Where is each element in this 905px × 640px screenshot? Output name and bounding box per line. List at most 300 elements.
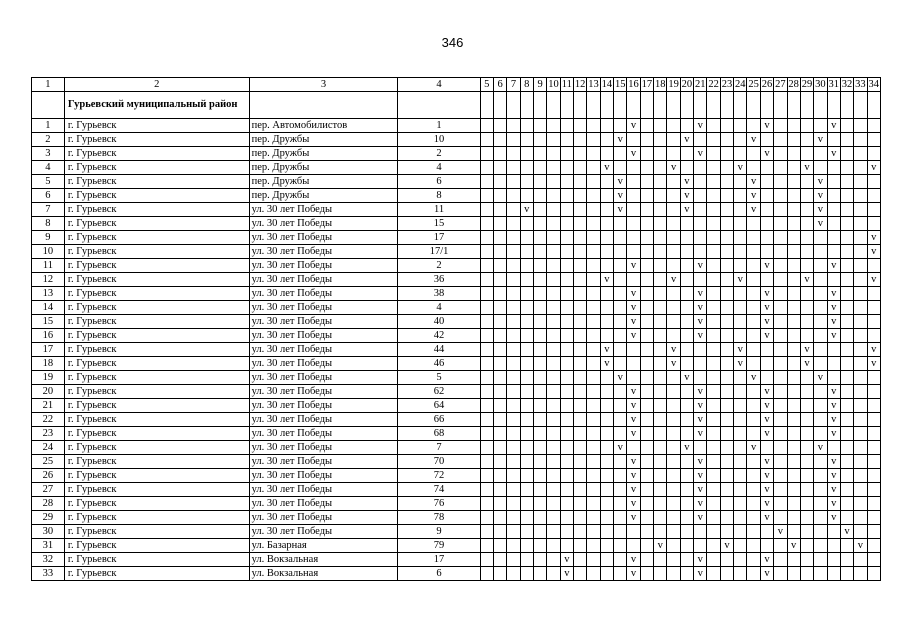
mark-cell bbox=[600, 315, 613, 329]
mark-cell bbox=[814, 357, 827, 371]
check-mark: v bbox=[827, 259, 840, 273]
mark-cell bbox=[667, 259, 680, 273]
mark-cell bbox=[574, 315, 587, 329]
mark-cell bbox=[520, 217, 533, 231]
table-row bbox=[32, 147, 881, 161]
row-number: 10 bbox=[32, 245, 65, 259]
mark-cell bbox=[587, 273, 600, 287]
mark-cell bbox=[854, 175, 867, 189]
table-row bbox=[32, 455, 881, 469]
mark-cell bbox=[787, 189, 800, 203]
mark-cell bbox=[507, 413, 520, 427]
mark-cell bbox=[574, 385, 587, 399]
mark-cell bbox=[654, 147, 667, 161]
mark-cell bbox=[680, 259, 693, 273]
mark-cell bbox=[827, 175, 840, 189]
mark-cell bbox=[840, 469, 853, 483]
mark-cell bbox=[574, 175, 587, 189]
mark-cell bbox=[480, 413, 493, 427]
mark-cell bbox=[600, 413, 613, 427]
mark-cell bbox=[854, 455, 867, 469]
check-mark: v bbox=[760, 287, 773, 301]
house-cell: 11 bbox=[398, 203, 480, 217]
mark-cell bbox=[614, 385, 627, 399]
column-header: 30 bbox=[815, 78, 826, 90]
city-cell: г. Гурьевск bbox=[64, 567, 249, 581]
mark-cell bbox=[507, 525, 520, 539]
mark-cell bbox=[814, 525, 827, 539]
mark-cell bbox=[867, 259, 880, 273]
mark-cell bbox=[707, 567, 720, 581]
mark-cell bbox=[680, 539, 693, 553]
mark-cell bbox=[560, 525, 573, 539]
mark-cell bbox=[560, 189, 573, 203]
mark-cell bbox=[787, 175, 800, 189]
mark-cell bbox=[814, 469, 827, 483]
mark-cell bbox=[507, 371, 520, 385]
house-cell: 38 bbox=[398, 287, 480, 301]
mark-cell bbox=[547, 567, 560, 581]
check-mark: v bbox=[694, 483, 707, 497]
mark-cell bbox=[667, 483, 680, 497]
mark-cell bbox=[560, 133, 573, 147]
mark-cell bbox=[654, 525, 667, 539]
mark-cell bbox=[707, 203, 720, 217]
mark-cell bbox=[654, 273, 667, 287]
column-header: 7 bbox=[507, 78, 520, 92]
mark-cell bbox=[533, 455, 546, 469]
mark-cell bbox=[734, 469, 747, 483]
mark-cell bbox=[667, 497, 680, 511]
mark-cell bbox=[640, 357, 653, 371]
mark-cell bbox=[493, 273, 506, 287]
mark-cell bbox=[640, 231, 653, 245]
mark-cell bbox=[627, 245, 640, 259]
mark-cell bbox=[560, 385, 573, 399]
row-number: 28 bbox=[32, 497, 65, 511]
mark-cell bbox=[787, 217, 800, 231]
mark-cell bbox=[640, 315, 653, 329]
mark-cell bbox=[520, 539, 533, 553]
check-mark: v bbox=[627, 455, 640, 469]
mark-cell bbox=[667, 133, 680, 147]
row-number: 16 bbox=[32, 329, 65, 343]
mark-cell bbox=[493, 357, 506, 371]
mark-cell bbox=[707, 259, 720, 273]
row-number: 18 bbox=[32, 357, 65, 371]
mark-cell bbox=[614, 399, 627, 413]
mark-cell bbox=[747, 301, 760, 315]
check-mark: v bbox=[867, 273, 880, 287]
mark-cell bbox=[800, 217, 813, 231]
mark-cell bbox=[480, 483, 493, 497]
table-row bbox=[32, 483, 881, 497]
city-cell: г. Гурьевск bbox=[64, 539, 249, 553]
mark-cell bbox=[627, 189, 640, 203]
mark-cell bbox=[574, 329, 587, 343]
mark-cell bbox=[734, 455, 747, 469]
mark-cell bbox=[707, 399, 720, 413]
mark-cell bbox=[547, 399, 560, 413]
mark-cell bbox=[547, 273, 560, 287]
mark-cell bbox=[533, 413, 546, 427]
mark-cell bbox=[507, 427, 520, 441]
check-mark: v bbox=[760, 259, 773, 273]
mark-cell bbox=[760, 441, 773, 455]
mark-cell bbox=[533, 217, 546, 231]
mark-cell bbox=[574, 413, 587, 427]
mark-cell bbox=[787, 427, 800, 441]
check-mark: v bbox=[627, 119, 640, 133]
mark-cell bbox=[800, 497, 813, 511]
mark-cell bbox=[707, 511, 720, 525]
check-mark: v bbox=[694, 567, 707, 581]
mark-cell bbox=[587, 455, 600, 469]
mark-cell bbox=[614, 343, 627, 357]
check-mark: v bbox=[827, 427, 840, 441]
mark-cell bbox=[720, 357, 733, 371]
mark-cell bbox=[654, 245, 667, 259]
mark-cell bbox=[680, 399, 693, 413]
mark-cell bbox=[720, 399, 733, 413]
city-cell: г. Гурьевск bbox=[64, 343, 249, 357]
mark-cell bbox=[640, 273, 653, 287]
empty-cell bbox=[600, 92, 613, 119]
mark-cell bbox=[680, 525, 693, 539]
mark-cell bbox=[747, 273, 760, 287]
column-header: 22 bbox=[708, 78, 719, 90]
row-number: 25 bbox=[32, 455, 65, 469]
mark-cell bbox=[787, 287, 800, 301]
mark-cell bbox=[774, 329, 787, 343]
mark-cell bbox=[854, 357, 867, 371]
mark-cell bbox=[774, 357, 787, 371]
column-header: 4 bbox=[398, 78, 480, 92]
mark-cell bbox=[640, 567, 653, 581]
mark-cell bbox=[707, 329, 720, 343]
mark-cell bbox=[867, 329, 880, 343]
city-cell: г. Гурьевск bbox=[64, 455, 249, 469]
mark-cell bbox=[787, 245, 800, 259]
check-mark: v bbox=[827, 315, 840, 329]
mark-cell bbox=[747, 147, 760, 161]
mark-cell bbox=[547, 357, 560, 371]
mark-cell bbox=[800, 539, 813, 553]
mark-cell bbox=[800, 385, 813, 399]
check-mark: v bbox=[814, 133, 827, 147]
mark-cell bbox=[627, 231, 640, 245]
mark-cell bbox=[800, 525, 813, 539]
row-number: 8 bbox=[32, 217, 65, 231]
mark-cell bbox=[640, 287, 653, 301]
mark-cell bbox=[587, 189, 600, 203]
mark-cell bbox=[533, 175, 546, 189]
mark-cell bbox=[787, 399, 800, 413]
empty-cell bbox=[774, 92, 787, 119]
mark-cell bbox=[480, 525, 493, 539]
mark-cell bbox=[547, 371, 560, 385]
mark-cell bbox=[854, 441, 867, 455]
mark-cell bbox=[560, 343, 573, 357]
mark-cell bbox=[760, 203, 773, 217]
mark-cell bbox=[800, 427, 813, 441]
mark-cell bbox=[587, 329, 600, 343]
mark-cell bbox=[734, 399, 747, 413]
mark-cell bbox=[493, 483, 506, 497]
mark-cell bbox=[854, 399, 867, 413]
mark-cell bbox=[707, 469, 720, 483]
mark-cell bbox=[840, 301, 853, 315]
mark-cell bbox=[720, 469, 733, 483]
mark-cell bbox=[480, 539, 493, 553]
check-mark: v bbox=[694, 301, 707, 315]
city-cell: г. Гурьевск bbox=[64, 553, 249, 567]
mark-cell bbox=[680, 231, 693, 245]
row-number: 17 bbox=[32, 343, 65, 357]
check-mark: v bbox=[627, 427, 640, 441]
check-mark: v bbox=[694, 455, 707, 469]
mark-cell bbox=[787, 301, 800, 315]
mark-cell bbox=[480, 553, 493, 567]
mark-cell bbox=[867, 455, 880, 469]
mark-cell bbox=[854, 315, 867, 329]
row-number: 20 bbox=[32, 385, 65, 399]
mark-cell bbox=[654, 567, 667, 581]
mark-cell bbox=[480, 161, 493, 175]
mark-cell bbox=[654, 455, 667, 469]
street-cell: ул. 30 лет Победы bbox=[249, 413, 398, 427]
mark-cell bbox=[640, 525, 653, 539]
mark-cell bbox=[533, 357, 546, 371]
mark-cell bbox=[640, 245, 653, 259]
mark-cell bbox=[627, 441, 640, 455]
column-header: 33 bbox=[855, 78, 866, 90]
mark-cell bbox=[867, 525, 880, 539]
mark-cell bbox=[493, 189, 506, 203]
mark-cell bbox=[507, 567, 520, 581]
mark-cell bbox=[574, 133, 587, 147]
mark-cell bbox=[560, 455, 573, 469]
row-number: 33 bbox=[32, 567, 65, 581]
mark-cell bbox=[654, 441, 667, 455]
mark-cell bbox=[627, 371, 640, 385]
mark-cell bbox=[493, 399, 506, 413]
mark-cell bbox=[574, 441, 587, 455]
mark-cell bbox=[520, 469, 533, 483]
mark-cell bbox=[760, 371, 773, 385]
table-row bbox=[32, 357, 881, 371]
mark-cell bbox=[667, 441, 680, 455]
check-mark: v bbox=[667, 273, 680, 287]
mark-cell bbox=[800, 511, 813, 525]
mark-cell bbox=[774, 553, 787, 567]
mark-cell bbox=[840, 567, 853, 581]
street-cell: ул. 30 лет Победы bbox=[249, 427, 398, 441]
house-cell: 66 bbox=[398, 413, 480, 427]
mark-cell bbox=[840, 287, 853, 301]
mark-cell bbox=[600, 371, 613, 385]
mark-cell bbox=[694, 525, 707, 539]
mark-cell bbox=[734, 539, 747, 553]
mark-cell bbox=[600, 231, 613, 245]
mark-cell bbox=[587, 399, 600, 413]
mark-cell bbox=[680, 497, 693, 511]
mark-cell bbox=[667, 399, 680, 413]
mark-cell bbox=[493, 329, 506, 343]
mark-cell bbox=[600, 553, 613, 567]
mark-cell bbox=[533, 259, 546, 273]
table-row bbox=[32, 273, 881, 287]
mark-cell bbox=[587, 343, 600, 357]
empty-cell bbox=[680, 92, 693, 119]
mark-cell bbox=[707, 553, 720, 567]
empty-cell bbox=[747, 92, 760, 119]
mark-cell bbox=[667, 287, 680, 301]
mark-cell bbox=[840, 161, 853, 175]
check-mark: v bbox=[827, 301, 840, 315]
check-mark: v bbox=[520, 203, 533, 217]
mark-cell bbox=[654, 119, 667, 133]
check-mark: v bbox=[720, 539, 733, 553]
header-row bbox=[32, 78, 881, 92]
mark-cell bbox=[520, 329, 533, 343]
mark-cell bbox=[507, 483, 520, 497]
check-mark: v bbox=[787, 539, 800, 553]
row-number: 7 bbox=[32, 203, 65, 217]
mark-cell bbox=[867, 567, 880, 581]
mark-cell bbox=[814, 399, 827, 413]
house-cell: 4 bbox=[398, 161, 480, 175]
mark-cell bbox=[574, 427, 587, 441]
mark-cell bbox=[854, 119, 867, 133]
mark-cell bbox=[600, 525, 613, 539]
mark-cell bbox=[694, 539, 707, 553]
mark-cell bbox=[493, 133, 506, 147]
check-mark: v bbox=[734, 273, 747, 287]
mark-cell bbox=[827, 371, 840, 385]
check-mark: v bbox=[694, 511, 707, 525]
mark-cell bbox=[480, 133, 493, 147]
street-cell: пер. Дружбы bbox=[249, 175, 398, 189]
row-number: 15 bbox=[32, 315, 65, 329]
mark-cell bbox=[720, 385, 733, 399]
mark-cell bbox=[774, 273, 787, 287]
check-mark: v bbox=[627, 385, 640, 399]
mark-cell bbox=[747, 427, 760, 441]
check-mark: v bbox=[627, 329, 640, 343]
check-mark: v bbox=[627, 483, 640, 497]
mark-cell bbox=[840, 315, 853, 329]
house-cell: 36 bbox=[398, 273, 480, 287]
mark-cell bbox=[840, 245, 853, 259]
mark-cell bbox=[734, 189, 747, 203]
mark-cell bbox=[560, 245, 573, 259]
street-cell: ул. 30 лет Победы bbox=[249, 525, 398, 539]
mark-cell bbox=[493, 161, 506, 175]
check-mark: v bbox=[560, 567, 573, 581]
mark-cell bbox=[827, 231, 840, 245]
mark-cell bbox=[507, 175, 520, 189]
mark-cell bbox=[587, 539, 600, 553]
mark-cell bbox=[680, 567, 693, 581]
mark-cell bbox=[640, 371, 653, 385]
city-cell: г. Гурьевск bbox=[64, 301, 249, 315]
mark-cell bbox=[493, 385, 506, 399]
house-cell: 4 bbox=[398, 301, 480, 315]
mark-cell bbox=[547, 427, 560, 441]
table-row bbox=[32, 231, 881, 245]
mark-cell bbox=[574, 469, 587, 483]
mark-cell bbox=[507, 287, 520, 301]
check-mark: v bbox=[760, 469, 773, 483]
mark-cell bbox=[854, 385, 867, 399]
mark-cell bbox=[640, 329, 653, 343]
schedule-table bbox=[31, 77, 881, 581]
mark-cell bbox=[814, 483, 827, 497]
mark-cell bbox=[787, 441, 800, 455]
table-row bbox=[32, 287, 881, 301]
mark-cell bbox=[774, 427, 787, 441]
empty-cell bbox=[32, 92, 65, 119]
mark-cell bbox=[574, 147, 587, 161]
mark-cell bbox=[574, 119, 587, 133]
mark-cell bbox=[867, 147, 880, 161]
city-cell: г. Гурьевск bbox=[64, 371, 249, 385]
street-cell: ул. 30 лет Победы bbox=[249, 399, 398, 413]
mark-cell bbox=[800, 133, 813, 147]
house-cell: 5 bbox=[398, 371, 480, 385]
mark-cell bbox=[734, 147, 747, 161]
mark-cell bbox=[667, 315, 680, 329]
check-mark: v bbox=[760, 553, 773, 567]
city-cell: г. Гурьевск bbox=[64, 161, 249, 175]
mark-cell bbox=[507, 147, 520, 161]
mark-cell bbox=[560, 399, 573, 413]
mark-cell bbox=[493, 413, 506, 427]
mark-cell bbox=[654, 469, 667, 483]
mark-cell bbox=[587, 245, 600, 259]
mark-cell bbox=[600, 217, 613, 231]
mark-cell bbox=[774, 315, 787, 329]
mark-cell bbox=[787, 483, 800, 497]
street-cell: ул. 30 лет Победы bbox=[249, 315, 398, 329]
mark-cell bbox=[640, 413, 653, 427]
mark-cell bbox=[854, 427, 867, 441]
mark-cell bbox=[654, 231, 667, 245]
mark-cell bbox=[587, 147, 600, 161]
mark-cell bbox=[587, 413, 600, 427]
mark-cell bbox=[760, 231, 773, 245]
empty-cell bbox=[627, 92, 640, 119]
mark-cell bbox=[840, 497, 853, 511]
street-cell: пер. Дружбы bbox=[249, 161, 398, 175]
column-header: 3 bbox=[249, 78, 398, 92]
column-header: 32 bbox=[841, 78, 853, 90]
mark-cell bbox=[600, 245, 613, 259]
mark-cell bbox=[800, 189, 813, 203]
table-row bbox=[32, 511, 881, 525]
check-mark: v bbox=[614, 133, 627, 147]
mark-cell bbox=[560, 511, 573, 525]
mark-cell bbox=[667, 119, 680, 133]
table-row bbox=[32, 399, 881, 413]
city-cell: г. Гурьевск bbox=[64, 287, 249, 301]
mark-cell bbox=[694, 441, 707, 455]
mark-cell bbox=[600, 441, 613, 455]
row-number: 31 bbox=[32, 539, 65, 553]
mark-cell bbox=[654, 161, 667, 175]
mark-cell bbox=[707, 497, 720, 511]
